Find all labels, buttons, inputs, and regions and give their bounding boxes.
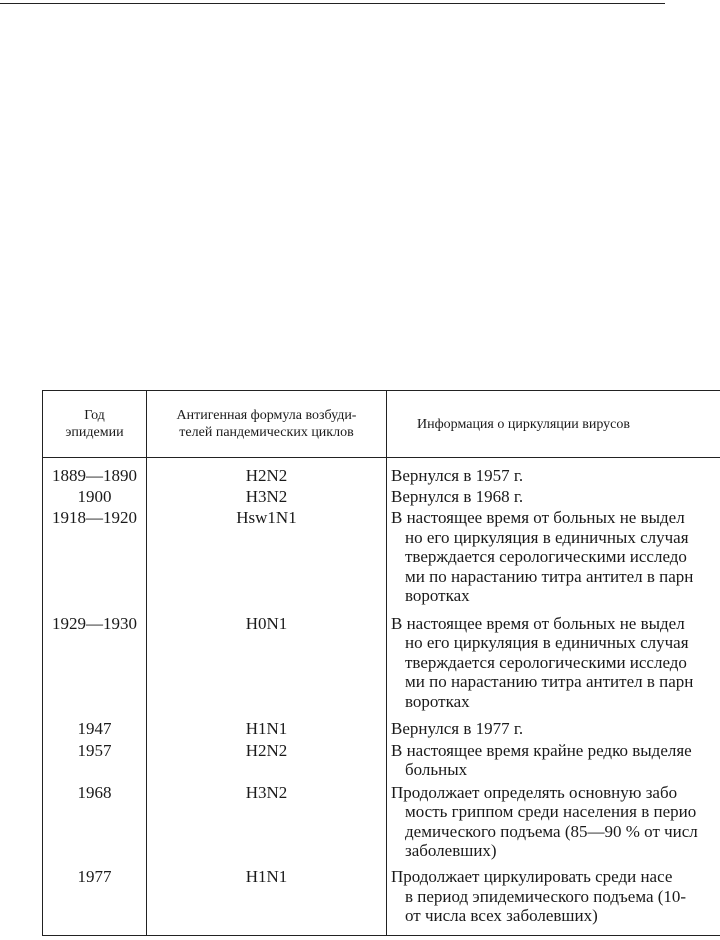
- cell-formula: H0N1: [147, 614, 387, 720]
- info-line: больных: [405, 760, 468, 780]
- table-row: [43, 487, 720, 508]
- info-line: Вернулся в 1957 г.: [391, 466, 524, 485]
- table-row: [43, 719, 720, 740]
- cell-info: [387, 508, 720, 614]
- info-line: ми по нарастанию титра антител в парн: [405, 672, 694, 692]
- info-line: демического подъема (85—90 % от числ: [405, 821, 698, 841]
- cell-info: [387, 867, 720, 935]
- info-line: воротках: [405, 691, 470, 711]
- info-line: тверждается серологическими исследо: [405, 652, 687, 672]
- table-row: [43, 614, 720, 720]
- info-line: Вернулся в 1977 г.: [391, 719, 524, 739]
- cell-info: [387, 487, 720, 508]
- info-line: В настоящее время от больных не выдел: [391, 613, 685, 633]
- table-container: [42, 390, 720, 936]
- cell-year: 1968: [43, 783, 147, 867]
- info-line: В настоящее время крайне редко выделяе: [391, 740, 692, 760]
- cell-formula: H1N1: [147, 719, 387, 740]
- cell-formula: H3N2: [147, 487, 387, 508]
- header-row: [43, 391, 720, 458]
- header-formula-line-1: Антигенная формула возбуди-: [176, 408, 357, 423]
- info-line: но его циркуляция в единичных случая: [405, 527, 689, 547]
- table-body: [43, 458, 720, 936]
- cell-year: 1947: [43, 719, 147, 740]
- cell-year: 1918—1920: [43, 508, 147, 614]
- info-line: Продолжает циркулировать среди насе: [391, 867, 673, 887]
- header-year: [43, 391, 147, 458]
- cell-year: 1929—1930: [43, 614, 147, 720]
- table-row: [43, 867, 720, 935]
- cell-info: [387, 783, 720, 867]
- info-line: Продолжает определять основную забо: [391, 782, 678, 802]
- info-line: В настоящее время от больных не выдел: [391, 508, 685, 528]
- top-rule: [0, 3, 665, 4]
- header-info: Информация о циркуляции вирусов: [387, 391, 720, 458]
- table-row: [43, 508, 720, 614]
- header-formula-line-2: телей пандемических циклов: [179, 425, 354, 440]
- info-line: тверждается серологическими исследо: [405, 547, 687, 567]
- cell-year: 1889—1890: [43, 466, 147, 487]
- cell-formula: H2N2: [147, 741, 387, 783]
- cell-formula: H2N2: [147, 466, 387, 487]
- cell-info: [387, 466, 720, 487]
- header-year-line-1: Год: [84, 408, 105, 423]
- info-line: мость гриппом среди населения в перио: [405, 802, 697, 822]
- table-row: [43, 466, 720, 487]
- info-line: заболевших): [405, 841, 497, 861]
- table-row: [43, 783, 720, 867]
- cell-formula: H1N1: [147, 867, 387, 935]
- cell-year: 1900: [43, 487, 147, 508]
- header-year-line-2: эпидемии: [65, 425, 124, 440]
- cell-formula: Hsw1N1: [147, 508, 387, 614]
- info-line: воротках: [405, 586, 470, 606]
- info-line: ми по нарастанию титра антител в парн: [405, 566, 694, 586]
- info-line: Вернулся в 1968 г.: [391, 487, 524, 507]
- cell-info: [387, 741, 720, 783]
- cell-year: 1977: [43, 867, 147, 935]
- influenza-pandemic-table: [42, 390, 720, 936]
- cell-info: [387, 719, 720, 740]
- info-line: от числа всех заболевших): [405, 906, 598, 926]
- info-line: но его циркуляция в единичных случая: [405, 633, 689, 653]
- cell-year: 1957: [43, 741, 147, 783]
- cell-info: [387, 614, 720, 720]
- cell-formula: H3N2: [147, 783, 387, 867]
- spacer-row: [43, 458, 720, 467]
- info-line: в период эпидемического подъема (10-: [405, 886, 687, 906]
- header-formula: [147, 391, 387, 458]
- table-row: [43, 741, 720, 783]
